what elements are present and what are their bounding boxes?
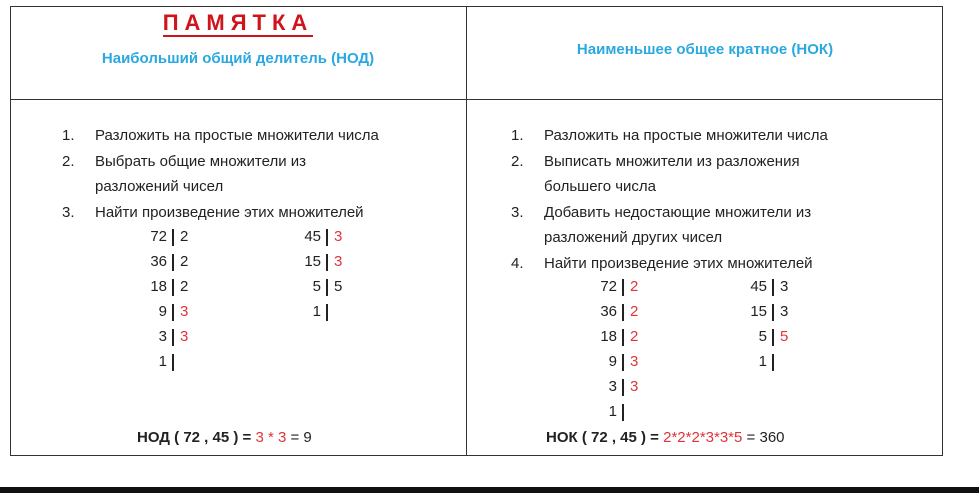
dividend: 45 xyxy=(750,278,767,295)
gcd-result-label: НОД ( 72 , 45 ) = xyxy=(137,429,252,446)
lcm-result xyxy=(546,429,785,446)
lcm-result-expression: 2*2*2*3*3*5 xyxy=(663,429,743,446)
gcd-heading: Наибольший общий делитель (НОД) xyxy=(101,50,375,67)
divisor: 3 xyxy=(334,228,343,245)
bottom-bar xyxy=(0,487,979,493)
step-text: Найти произведение этих множителей xyxy=(544,254,813,272)
step-text: Найти произведение этих множителей xyxy=(95,203,364,221)
gcd-result-expression: 3 * 3 xyxy=(255,429,287,446)
divisor: 2 xyxy=(630,303,639,320)
gcd-result xyxy=(137,429,312,446)
division-bar xyxy=(622,329,624,346)
dividend: 18 xyxy=(600,328,617,345)
dividend: 9 xyxy=(608,353,617,370)
step-text: Добавить недостающие множители из xyxy=(544,203,812,221)
dividend: 36 xyxy=(600,303,617,320)
division-bar xyxy=(772,279,774,296)
dividend: 5 xyxy=(758,328,767,345)
step-text: разложений других чисел xyxy=(544,229,723,246)
division-bar xyxy=(772,329,774,346)
header-divider xyxy=(10,99,943,100)
division-bar xyxy=(326,229,328,246)
step-number: 1. xyxy=(62,127,75,144)
division-bar xyxy=(326,304,328,321)
divisor: 2 xyxy=(180,228,189,245)
gcd-result-value: = 9 xyxy=(290,429,312,446)
dividend: 9 xyxy=(158,303,167,320)
divisor: 2 xyxy=(180,253,189,270)
step-number: 4. xyxy=(511,254,524,272)
step-text: Разложить на простые множители числа xyxy=(544,127,828,144)
divisor: 2 xyxy=(630,328,639,345)
division-bar xyxy=(622,354,624,371)
division-bar xyxy=(172,229,174,246)
dividend: 18 xyxy=(150,278,167,295)
step-text: Выписать множители из разложения xyxy=(544,152,800,170)
dividend: 45 xyxy=(304,228,321,245)
divisor: 2 xyxy=(630,278,639,295)
dividend: 5 xyxy=(312,278,321,295)
dividend: 72 xyxy=(150,228,167,245)
divisor: 3 xyxy=(180,328,189,345)
division-bar xyxy=(622,404,624,421)
division-bar xyxy=(326,279,328,296)
step-number: 2. xyxy=(62,152,75,170)
step-number: 2. xyxy=(511,152,524,170)
divisor: 3 xyxy=(780,278,789,295)
dividend: 3 xyxy=(158,328,167,345)
step-text: разложений чисел xyxy=(95,178,224,195)
division-bar xyxy=(622,304,624,321)
division-bar xyxy=(772,354,774,371)
step-text: большего числа xyxy=(544,178,656,195)
memo-title-text: ПАМЯТКА xyxy=(162,10,314,35)
division-bar xyxy=(622,379,624,396)
divisor: 3 xyxy=(630,378,639,395)
division-bar xyxy=(172,329,174,346)
lcm-heading: Наименьшее общее кратное (НОК) xyxy=(576,41,834,58)
division-bar xyxy=(172,304,174,321)
divisor: 3 xyxy=(630,353,639,370)
dividend: 15 xyxy=(304,253,321,270)
dividend: 1 xyxy=(608,403,617,420)
memo-title xyxy=(10,10,466,36)
divisor: 3 xyxy=(334,253,343,270)
dividend: 36 xyxy=(150,253,167,270)
divisor: 3 xyxy=(180,303,189,320)
divisor: 5 xyxy=(334,278,343,295)
divisor: 2 xyxy=(180,278,189,295)
step-number: 3. xyxy=(511,203,524,221)
dividend: 1 xyxy=(158,353,167,370)
dividend: 3 xyxy=(608,378,617,395)
lcm-result-label: НОК ( 72 , 45 ) = xyxy=(546,429,659,446)
division-bar xyxy=(622,279,624,296)
column-divider xyxy=(466,6,467,456)
division-bar xyxy=(172,254,174,271)
dividend: 72 xyxy=(600,278,617,295)
step-text: Выбрать общие множители из xyxy=(95,152,307,170)
step-text: Разложить на простые множители числа xyxy=(95,127,379,144)
step-number: 3. xyxy=(62,203,75,221)
division-bar xyxy=(172,279,174,296)
divisor: 3 xyxy=(780,303,789,320)
lcm-result-value: = 360 xyxy=(746,429,785,446)
dividend: 15 xyxy=(750,303,767,320)
divisor: 5 xyxy=(780,328,789,345)
dividend: 1 xyxy=(312,303,321,320)
step-number: 1. xyxy=(511,127,524,144)
division-bar xyxy=(326,254,328,271)
dividend: 1 xyxy=(758,353,767,370)
division-bar xyxy=(772,304,774,321)
division-bar xyxy=(172,354,174,371)
